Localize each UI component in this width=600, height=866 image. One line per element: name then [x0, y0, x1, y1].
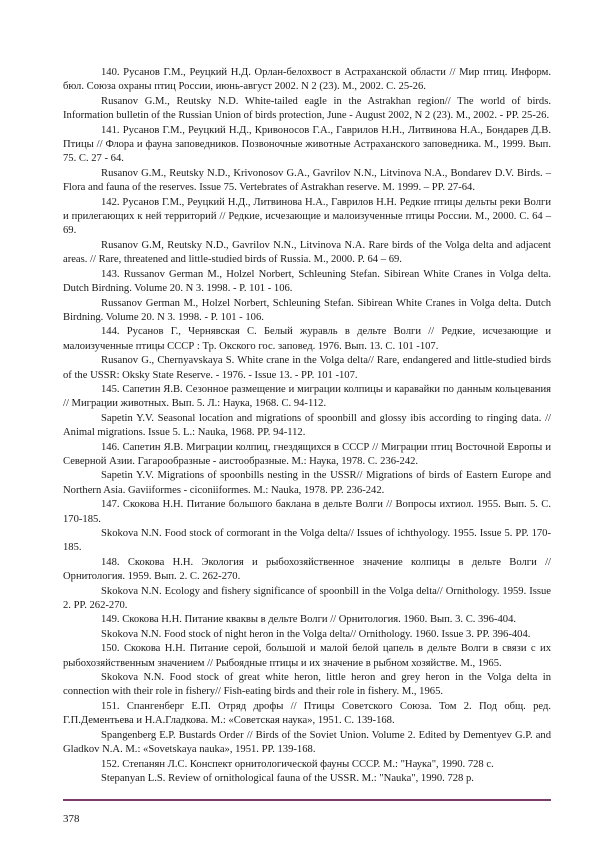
reference-entry: 145. Сапетин Я.В. Сезонное размещение и миграции колпицы и каравайки по данным кольцевания // Миграции животных. Вып. 5. Л.: Наука, 1968. С. 94-112. — [63, 383, 551, 410]
reference-entry: Skokova N.N. Food stock of night heron in the Volga delta// Ornithology. 1960. Issue 3. PP. 396-404. — [101, 628, 531, 640]
page-number: 378 — [63, 813, 80, 825]
reference-entry: Stepanyan L.S. Review of ornithological fauna of the USSR. M.: "Nauka", 1990. 728 p. — [101, 772, 474, 784]
reference-entry: Rusanov G.M., Reutsky N.D. White-tailed eagle in the Astrakhan region// The world of birds. Information bulletin of the Russian Union of birds protection, June - August 2002, N 2 (23). M., 2002. - PP. 25-26. — [63, 95, 551, 122]
reference-entry: 144. Русанов Г., Чернявская С. Белый журавль в дельте Волги // Редкие, исчезающие и малоизученные птицы СССР : Тр. Окского гос. заповед. 1976. Вып. 13. С. 101 -107. — [63, 326, 551, 352]
reference-entry: Spangenberg E.P. Bustards Order // Birds of the Soviet Union. Volume 2. Edited by Dementyev G.P. and Gladkov N.A. M.: «Sovetskaya nauka», 1951. PP. 139-168. — [63, 729, 551, 756]
reference-entry: Rusanov G.M., Reutsky N.D., Krivonosov G.A., Gavrilov N.N., Litvinova N.A., Bondarev D.V. Birds. – Flora and fauna of the reserves. Issue 75. Vertebrates of Astrakhan reserve. M. 1999. – PP. 27-64. — [63, 167, 551, 194]
reference-entry: Skokova N.N. Ecology and fishery significance of spoonbill in the Volga delta// Ornithology. 1959. Issue 2. PP. 262-270. — [63, 585, 551, 612]
reference-entry: Skokova N.N. Food stock of great white heron, little heron and grey heron in the Volga delta in connection with their role in fishery// Fish-eating birds and their role in fishery. M., 1965. — [63, 672, 551, 698]
reference-entry: 141. Русанов Г.М., Реуцкий Н.Д., Кривоносов Г.А., Гаврилов Н.Н., Литвинова Н.А., Бондарев Д.В. Птицы // Флора и фауна заповедников. Позвоночные животные Астраханского заповедника. М., 1999. Вып. 75. С. 27 - 64. — [63, 124, 551, 165]
reference-entry: Sapetin Y.V. Migrations of spoonbills nesting in the USSR// Migrations of birds of Eastern Europe and Northern Asia. Gaviiformes - ciconiiformes. M.: Nauka, 1978. PP. 236-242. — [63, 470, 551, 496]
footer-divider — [63, 799, 551, 801]
reference-entry: 149. Скокова Н.Н. Питание кваквы в дельте Волги // Орнитология. 1960. Вып. 3. С. 396-404. — [101, 614, 517, 626]
reference-entry: Russanov German M., Holzel Norbert, Schleuning Stefan. Sibirean White Cranes in Volga delta. Dutch Birdning. Volume 20. N 3. 1998. - P. 101 - 106. — [63, 297, 551, 323]
reference-entry: 150. Скокова Н.Н. Питание серой, большой и малой белой цапель в дельте Волги в связи с их рыбохозяйственным значением // Рыбоядные птицы и их значение в рыбном хозяйстве. М., 1965. — [63, 643, 551, 669]
reference-entry: 148. Скокова Н.Н. Экология и рыбохозяйственное значение колпицы в дельте Волги // Орнитология. 1959. Вып. 2. С. 262-270. — [63, 556, 551, 583]
reference-entry: 146. Сапетин Я.В. Миграции колпиц, гнездящихся в СССР // Миграции птиц Восточной Европы и Северной Азии. Гагарообразные - аистообразные. М.: Наука, 1978. С. 236-242. — [63, 441, 551, 467]
reference-entry: 142. Русанов Г.М., Реуцкий Н.Д., Литвинова Н.А., Гаврилов Н.Н. Редкие птицы дельты реки Волги и прилегающих к ней территорий // Редкие, исчезающие и малоизученные птицы России. М., 2000. С. 64 – 69. — [63, 196, 551, 237]
reference-entry: 140. Русанов Г.М., Реуцкий Н.Д. Орлан-белохвост в Астраханской области // Мир птиц. Информ. бюл. Союза охраны птиц России, июнь-август 2002. N 2 (23). М., 2002. С. 25-26. — [63, 67, 551, 93]
reference-entry: Sapetin Y.V. Seasonal location and migrations of spoonbill and glossy ibis according to ringing data. // Animal migrations. Issue 5. L.: Nauka, 1968. PP. 94-112. — [63, 412, 551, 439]
reference-entry: Rusanov G., Chernyavskaya S. White crane in the Volga delta// Rare, endangered and little-studied birds of the USSR: Oksky State Reserve. - 1976. - Issue 13. - PP. 101 -107. — [63, 355, 551, 381]
reference-entry: 151. Спангенберг Е.П. Отряд дрофы // Птицы Советского Союза. Том 2. Под общ. ред. Г.П.Дементьева и Н.А.Гладкова. М.: «Советская наука», 1951. С. 139-168. — [63, 700, 551, 727]
reference-entry: 152. Степанян Л.С. Конспект орнитологической фауны СССР. М.: "Наука", 1990. 728 с. — [101, 758, 494, 770]
reference-list — [63, 66, 551, 786]
reference-entry: 143. Russanov German M., Holzel Norbert, Schleuning Stefan. Sibirean White Cranes in Volga delta. Dutch Birdning. Volume 20. N 3. 1998. - P. 101 - 106. — [63, 268, 551, 295]
reference-entry: Skokova N.N. Food stock of cormorant in the Volga delta// Issues of ichthyology. 1955. Issue 5. PP. 170-185. — [63, 528, 551, 554]
reference-entry: 147. Скокова Н.Н. Питание большого баклана в дельте Волги // Вопросы ихтиол. 1955. Вып. 5. С. 170-185. — [63, 499, 551, 525]
reference-entry: Rusanov G.M, Reutsky N.D., Gavrilov N.N., Litvinova N.A. Rare birds of the Volga delta and adjacent areas. // Rare, threatened and little-studied birds of Russia. M., 2000. P. 64 – 69. — [63, 239, 551, 266]
